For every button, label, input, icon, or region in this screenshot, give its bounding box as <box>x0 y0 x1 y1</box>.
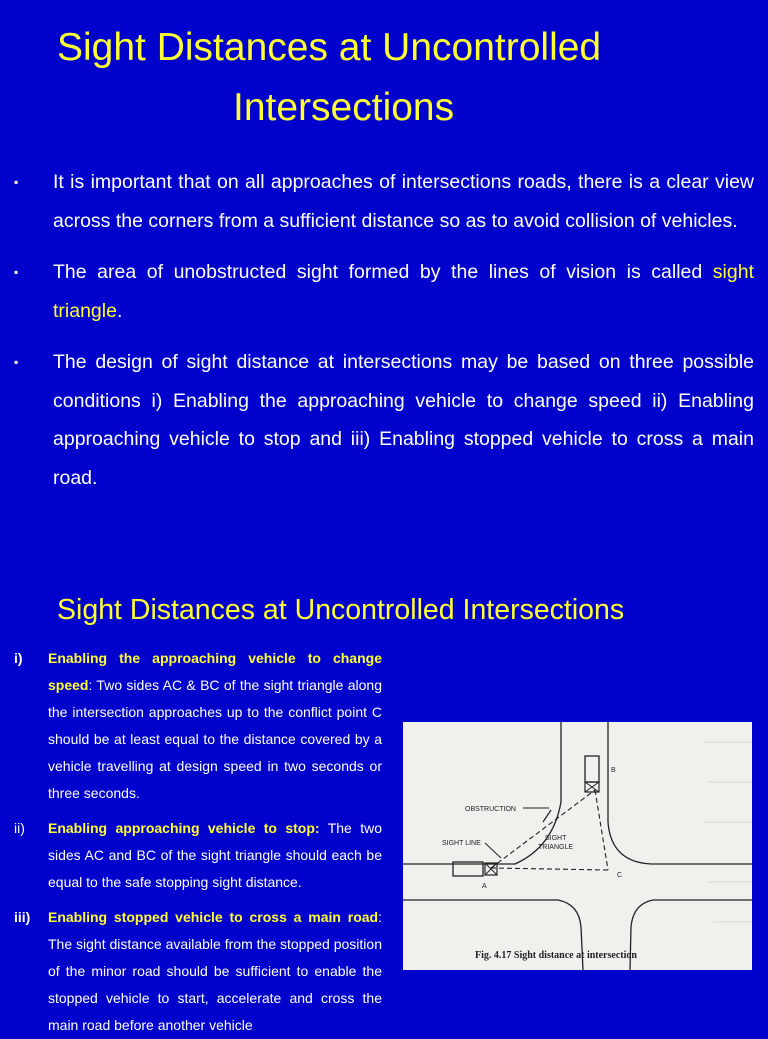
sight-line-pointer <box>485 843 501 858</box>
condition-body: The two sides AC and BC of the sight triangle should each be equal to the safe stopping sight distance. <box>48 820 382 890</box>
bullet-marker: ▪ <box>14 265 19 279</box>
bullet-text-end: . <box>116 299 123 322</box>
bullet-text: The area of unobstructed sight formed by the lines of vision is called <box>53 261 713 283</box>
sight-leg-ac <box>491 868 608 870</box>
bullet-item <box>0 253 768 330</box>
bullet-marker: ▪ <box>14 355 19 369</box>
figure-caption: Fig. 4.17 Sight distance at intersection <box>475 950 637 961</box>
condition-number: ii) <box>14 820 25 836</box>
sight-distance-figure <box>403 722 752 970</box>
label-triangle: TRIANGLE <box>538 844 574 851</box>
condition-number: i) <box>14 650 23 666</box>
condition-item <box>0 904 382 1039</box>
label-a: A <box>482 883 487 890</box>
slide1-title-line2: Intersections <box>233 86 455 129</box>
condition-heading: Enabling the approaching vehicle to change speed <box>48 650 382 693</box>
condition-body: : The sight distance available from the stopped position of the minor road should be sufficient to enable the stopped vehicle to start, accelerate and cross the main road before another vehicle <box>48 909 382 1033</box>
bullet-item <box>0 343 768 497</box>
condition-number: iii) <box>14 909 31 925</box>
condition-list <box>0 645 395 1039</box>
bullet-item <box>0 163 768 240</box>
label-obstruction: OBSTRUCTION <box>465 806 516 813</box>
sight-leg-bc <box>595 790 608 870</box>
bullet-text: It is important that on all approaches of intersections roads, there is a clear view across the corners from a sufficient distance so as to avoid collision of vehicles. <box>53 171 754 232</box>
label-sight-line: SIGHT LINE <box>442 840 481 847</box>
sight-line <box>491 790 595 868</box>
sight-triangle-highlight: sight triangle <box>53 261 754 322</box>
slide2-title: Sight Distances at Uncontrolled Intersections <box>57 594 625 626</box>
bullet-list <box>0 163 768 510</box>
condition-heading: Enabling approaching vehicle to stop: <box>48 820 320 836</box>
obstruction-mark <box>543 810 551 822</box>
slide1-title-line1: Sight Distances at Uncontrolled <box>57 26 602 69</box>
label-b: B <box>611 767 616 774</box>
condition-body: : Two sides AC & BC of the sight triangle along the intersection approaches up to the conflict point C should be at least equal to the distance covered by a vehicle travelling at design speed in two seconds or three seconds. <box>48 677 382 801</box>
bullet-text: The design of sight distance at intersections may be based on three possible conditions i) Enabling the approaching vehicle to change speed ii) Enabling approaching vehicle to stop and iii) Enabling stopped vehicle to cross a main road. <box>53 351 754 489</box>
label-sight: SIGHT <box>545 835 567 842</box>
bullet-marker: ▪ <box>14 175 19 189</box>
label-c: C <box>617 872 623 879</box>
condition-item <box>0 815 382 896</box>
condition-item <box>0 645 382 807</box>
vehicle-b <box>585 756 599 782</box>
slide1-title <box>0 18 768 138</box>
condition-heading: Enabling stopped vehicle to cross a main road <box>48 909 379 925</box>
intersection-diagram <box>403 722 752 970</box>
